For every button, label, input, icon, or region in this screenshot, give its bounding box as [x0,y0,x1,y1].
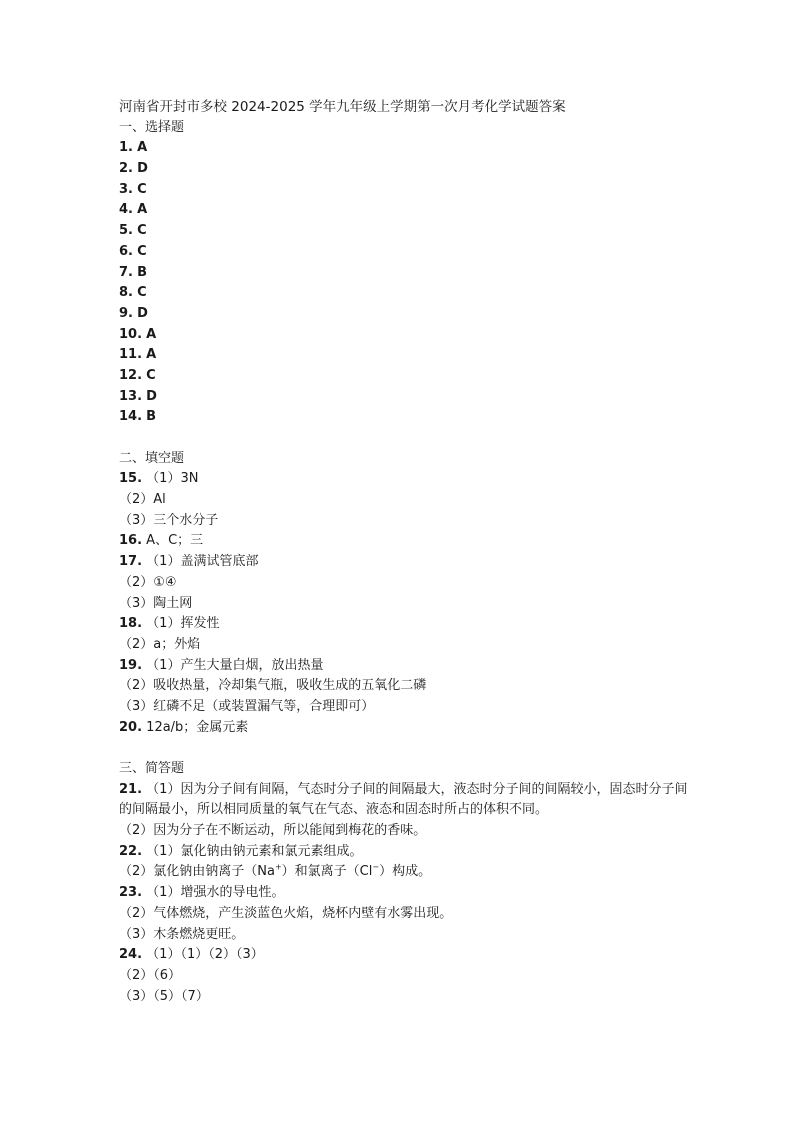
choice-answer: A [146,326,157,342]
choice-answer-item [119,200,694,221]
question-number: 16. [119,533,143,549]
question-number: 8. [119,285,133,301]
answer-23-line-3: （3）木条燃烧更旺。 [119,926,245,942]
answer-document [119,97,694,1007]
spacer [119,428,694,449]
question-number: 10. [119,326,143,342]
question-number: 5. [119,223,133,239]
question-number: 11. [119,347,143,363]
superscript-plus: + [274,863,282,873]
answer-text: （1）（1）（2）（3） [146,947,264,963]
choice-answer: D [137,161,148,177]
choice-answer-item [119,325,694,346]
answer-24-line-1 [119,945,694,966]
answer-text: ）和氯离子（Cl [281,864,373,880]
choice-answer-list [119,138,694,428]
question-number: 21. [119,781,143,797]
question-number: 3. [119,181,133,197]
answer-text: （1）挥发性 [146,616,220,632]
question-number: 24. [119,947,143,963]
choice-answer: B [137,264,148,280]
answer-17-line-3: （3）陶土网 [119,595,193,611]
question-number: 23. [119,885,143,901]
question-number: 20. [119,719,143,735]
answer-text: （1）盖满试管底部 [146,554,259,570]
choice-answer-item [119,221,694,242]
document-title: 河南省开封市多校 2024-2025 学年九年级上学期第一次月考化学试题答案 [119,99,566,115]
answer-16-line-1 [119,531,694,552]
question-number: 22. [119,843,143,859]
choice-answer-item [119,263,694,284]
question-number: 15. [119,471,143,487]
question-number: 19. [119,657,143,673]
answer-22-line-2 [119,862,694,883]
question-number: 7. [119,264,133,280]
choice-answer-item [119,180,694,201]
question-number: 13. [119,388,143,404]
choice-answer: C [137,181,147,197]
choice-answer-item [119,138,694,159]
answer-text: （1）增强水的导电性。 [146,885,285,901]
answer-23-line-2: （2）气体燃烧，产生淡蓝色火焰，烧杯内壁有水雾出现。 [119,905,453,921]
superscript-minus: − [372,863,380,873]
choice-answer-item [119,283,694,304]
answer-15-line-2: （2）Al [119,492,166,508]
spacer [119,738,694,759]
choice-answer-item [119,304,694,325]
answer-19-line-1 [119,656,694,677]
question-number: 6. [119,243,133,259]
choice-answer: C [137,285,147,301]
answer-24-line-3: （3）（5）（7） [119,988,209,1004]
choice-answer: A [146,347,157,363]
choice-answer-item [119,407,694,428]
answer-text: （1）3N [146,471,199,487]
answer-text: 12a/b；金属元素 [146,719,249,735]
answer-21-line-2: （2）因为分子在不断运动，所以能闻到梅花的香味。 [119,823,427,839]
question-number: 1. [119,140,133,156]
answer-text: A、C；三 [146,533,204,549]
question-number: 2. [119,161,133,177]
answer-text: （1）因为分子间有间隔，气态时分子间的间隔最大，液态时分子间的间隔较小，固态时分子间的间隔最小，所以相同质量的氧气在气态、液态和固态时所占的体积不同。 [119,781,688,818]
answer-text: （2）氯化钠由钠离子（Na [119,864,275,880]
choice-answer-item [119,242,694,263]
choice-answer: D [146,388,157,404]
answer-21-line-1 [119,780,694,821]
answer-15-line-1 [119,469,694,490]
answer-18-line-2: （2）a；外焰 [119,636,201,652]
choice-answer: C [146,367,156,383]
question-number: 17. [119,554,143,570]
choice-answer-item [119,345,694,366]
question-number: 4. [119,202,133,218]
answer-22-line-1 [119,842,694,863]
choice-answer: C [137,223,147,239]
choice-answer-item [119,159,694,180]
question-number: 9. [119,305,133,321]
choice-answer: A [137,202,148,218]
choice-answer-item [119,387,694,408]
answer-23-line-1 [119,883,694,904]
question-number: 12. [119,367,143,383]
section-heading-choice: 一、选择题 [119,119,185,135]
answer-17-line-2: （2）①④ [119,574,177,590]
question-number: 14. [119,409,143,425]
choice-answer: B [146,409,157,425]
answer-20-line-1 [119,718,694,739]
answer-15-line-3: （3）三个水分子 [119,512,219,528]
question-number: 18. [119,616,143,632]
choice-answer: C [137,243,147,259]
answer-text: （1）氯化钠由钠元素和氯元素组成。 [146,843,363,859]
answer-24-line-2: （2）（6） [119,967,182,983]
answer-18-line-1 [119,614,694,635]
choice-answer: D [137,305,148,321]
section-heading-fill: 二、填空题 [119,450,185,466]
answer-text: ）构成。 [379,864,432,880]
choice-answer-item [119,366,694,387]
section-heading-short-answer: 三、简答题 [119,761,185,776]
choice-answer: A [137,140,148,156]
answer-19-line-3: （3）红磷不足（或装置漏气等，合理即可） [119,698,375,714]
answer-19-line-2: （2）吸收热量，冷却集气瓶，吸收生成的五氧化二磷 [119,678,427,694]
answer-17-line-1 [119,552,694,573]
answer-text: （1）产生大量白烟，放出热量 [146,657,324,673]
